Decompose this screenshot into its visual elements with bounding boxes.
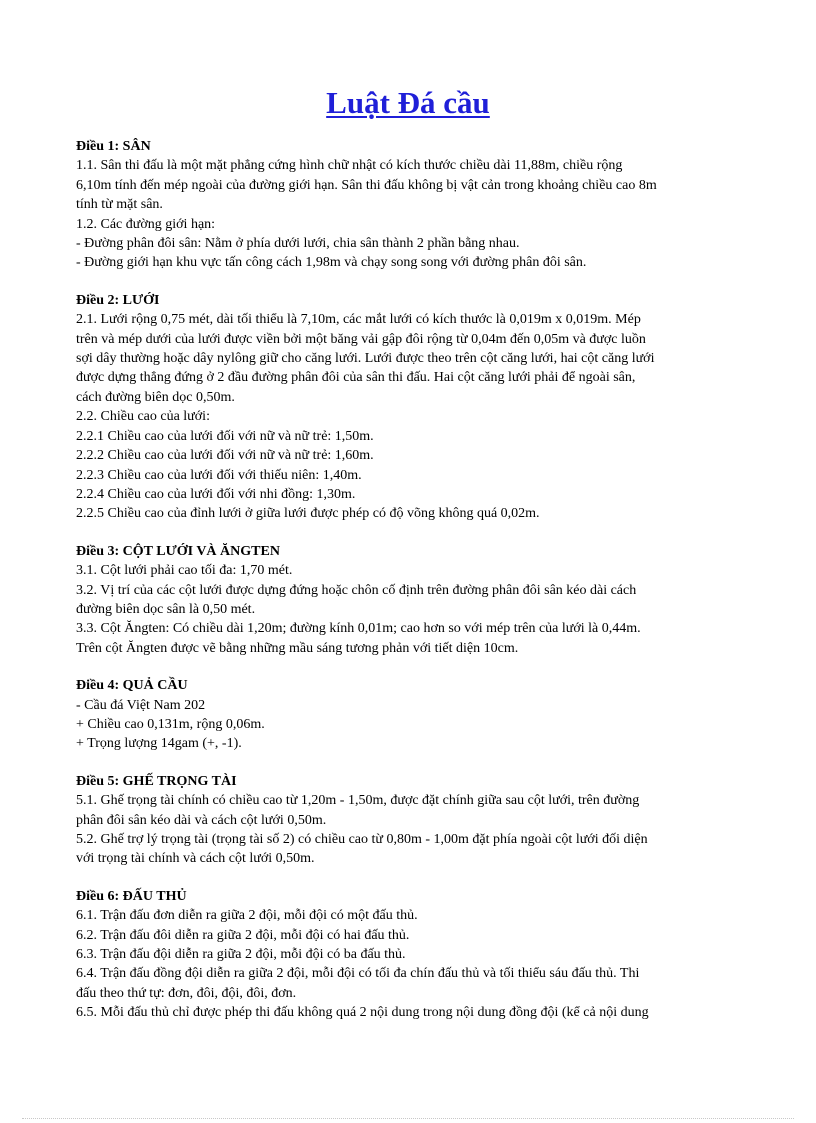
section-spacer bbox=[76, 658, 742, 676]
section-label: Điều 3: bbox=[76, 543, 120, 559]
text-line: + Trọng lượng 14gam (+, -1). bbox=[76, 736, 242, 752]
text-line: 5.1. Ghế trọng tài chính có chiều cao từ 1,20m - 1,50m, được đặt chính giữa sau cột lưới, trên đường bbox=[76, 793, 640, 809]
section-label: Điều 4: bbox=[76, 678, 120, 694]
text-line: được dựng thẳng đứng ở 2 đầu đường phân đôi của sân thi đấu. Hai cột căng lưới phải để ngoài sân, bbox=[76, 370, 636, 386]
page-title bbox=[0, 84, 816, 122]
text-line: phân đôi sân kéo dài và cách cột lưới 0,50m. bbox=[76, 812, 327, 828]
document-body bbox=[76, 137, 742, 1023]
text-line: 3.3. Cột Ăngten: Có chiều dài 1,20m; đường kính 0,01m; cao hơn so với mép trên của lưới là 0,44m. bbox=[76, 621, 641, 637]
section-name: SÂN bbox=[122, 139, 151, 154]
text-line: 2.2. Chiều cao của lưới: bbox=[76, 409, 210, 425]
text-line: - Đường phân đôi sân: Nằm ở phía dưới lưới, chia sân thành 2 phần bằng nhau. bbox=[76, 236, 520, 252]
section-heading bbox=[76, 772, 742, 791]
text-line: 2.1. Lưới rộng 0,75 mét, dài tối thiểu là 7,10m, các mắt lưới có kích thước là 0,019m x 0,019m. Mép bbox=[76, 312, 641, 328]
text-line: 6.2. Trận đấu đôi diễn ra giữa 2 đội, mỗi đội có hai đấu thủ. bbox=[76, 927, 410, 943]
text-line: 5.2. Ghế trợ lý trọng tài (trọng tài số 2) có chiều cao từ 0,80m - 1,00m đặt phía ngoài cột lưới đối diện bbox=[76, 832, 648, 847]
page-bottom-border bbox=[22, 1118, 794, 1119]
section-label: Điều 1: bbox=[76, 139, 120, 154]
article-section bbox=[76, 772, 742, 869]
section-spacer bbox=[76, 524, 742, 542]
text-line: + Chiều cao 0,131m, rộng 0,06m. bbox=[76, 716, 265, 732]
section-spacer bbox=[76, 754, 742, 772]
article-section bbox=[76, 137, 742, 273]
text-line: cách đường biên dọc 0,50m. bbox=[76, 389, 235, 405]
text-line: 1.1. Sân thi đấu là một mặt phẳng cứng hình chữ nhật có kích thước chiều dài 11,88m, chiều rộng bbox=[76, 158, 623, 174]
article-section bbox=[76, 542, 742, 658]
section-name: LƯỚI bbox=[122, 292, 160, 308]
section-label: Điều 6: bbox=[76, 888, 120, 904]
text-line: 3.2. Vị trí của các cột lưới được dựng đứng hoặc chôn cố định trên đường phân đôi sân kéo dài cách bbox=[76, 582, 637, 598]
text-line: 2.2.3 Chiều cao của lưới đối với thiếu niên: 1,40m. bbox=[76, 467, 362, 483]
section-heading bbox=[76, 291, 742, 310]
text-line: sợi dây thường hoặc dây nylông giữ cho căng lưới. Lưới được theo trên cột căng lưới, hai cột căng lưới bbox=[76, 351, 655, 367]
section-label: Điều 2: bbox=[76, 292, 120, 308]
section-heading bbox=[76, 137, 742, 156]
text-line: 1.2. Các đường giới hạn: bbox=[76, 216, 216, 232]
text-line: - Cầu đá Việt Nam 202 bbox=[76, 697, 206, 713]
text-line: đường biên dọc sân là 0,50 mét. bbox=[76, 601, 256, 617]
text-line: 2.2.4 Chiều cao của lưới đối với nhi đồng: 1,30m. bbox=[76, 486, 356, 502]
text-line: 2.2.2 Chiều cao của lưới đối với nữ và nữ trẻ: 1,60m. bbox=[76, 448, 374, 464]
text-line: 3.1. Cột lưới phải cao tối đa: 1,70 mét. bbox=[76, 563, 293, 579]
text-line: trên và mép dưới của lưới được viền bởi một băng vải gập đôi rộng từ 0,04m đến 0,05m và được luồn bbox=[76, 331, 646, 347]
section-spacer bbox=[76, 273, 742, 291]
text-line: 2.2.5 Chiều cao của đỉnh lưới ở giữa lưới được phép có độ võng không quá 0,02m. bbox=[76, 506, 540, 522]
section-name: ĐẤU THỦ bbox=[122, 888, 187, 904]
text-line: 6.1. Trận đấu đơn diễn ra giữa 2 đội, mỗi đội có một đấu thủ. bbox=[76, 908, 418, 924]
section-heading bbox=[76, 887, 742, 906]
section-name: CỘT LƯỚI VÀ ĂNGTEN bbox=[122, 543, 280, 559]
article-section bbox=[76, 887, 742, 1023]
article-section bbox=[76, 291, 742, 524]
section-name: GHẾ TRỌNG TÀI bbox=[122, 773, 237, 789]
text-line: tính từ mặt sân. bbox=[76, 197, 163, 213]
text-line: 2.2.1 Chiều cao của lưới đối với nữ và nữ trẻ: 1,50m. bbox=[76, 428, 374, 444]
text-line: đấu theo thứ tự: đơn, đôi, đội, đôi, đơn. bbox=[76, 985, 297, 1001]
section-spacer bbox=[76, 869, 742, 887]
text-line: 6.5. Mỗi đấu thủ chỉ được phép thi đấu không quá 2 nội dung trong nội dung đồng đội (kể cả nội dung bbox=[76, 1005, 649, 1021]
article-section bbox=[76, 676, 742, 754]
title-link[interactable]: Luật Đá cầu bbox=[326, 85, 490, 120]
section-label: Điều 5: bbox=[76, 773, 120, 789]
section-heading bbox=[76, 676, 742, 695]
text-line: 6.4. Trận đấu đồng đội diễn ra giữa 2 đội, mỗi đội có tối đa chín đấu thủ và tối thiểu sáu đấu thủ. Thi bbox=[76, 966, 640, 982]
text-line: 6,10m tính đến mép ngoài của đường giới hạn. Sân thi đấu không bị vật cản trong khoảng chiều cao 8m bbox=[76, 177, 657, 193]
text-line: Trên cột Ăngten được vẽ bằng những mầu sáng tương phản với tiết diện 10cm. bbox=[76, 640, 519, 656]
section-name: QUẢ CẦU bbox=[122, 678, 188, 694]
text-line: với trọng tài chính và cách cột lưới 0,50m. bbox=[76, 851, 315, 867]
text-line: - Đường giới hạn khu vực tấn công cách 1,98m và chạy song song với đường phân đôi sân. bbox=[76, 255, 587, 271]
section-heading bbox=[76, 542, 742, 561]
text-line: 6.3. Trận đấu đội diễn ra giữa 2 đội, mỗi đội có ba đấu thủ. bbox=[76, 947, 406, 963]
